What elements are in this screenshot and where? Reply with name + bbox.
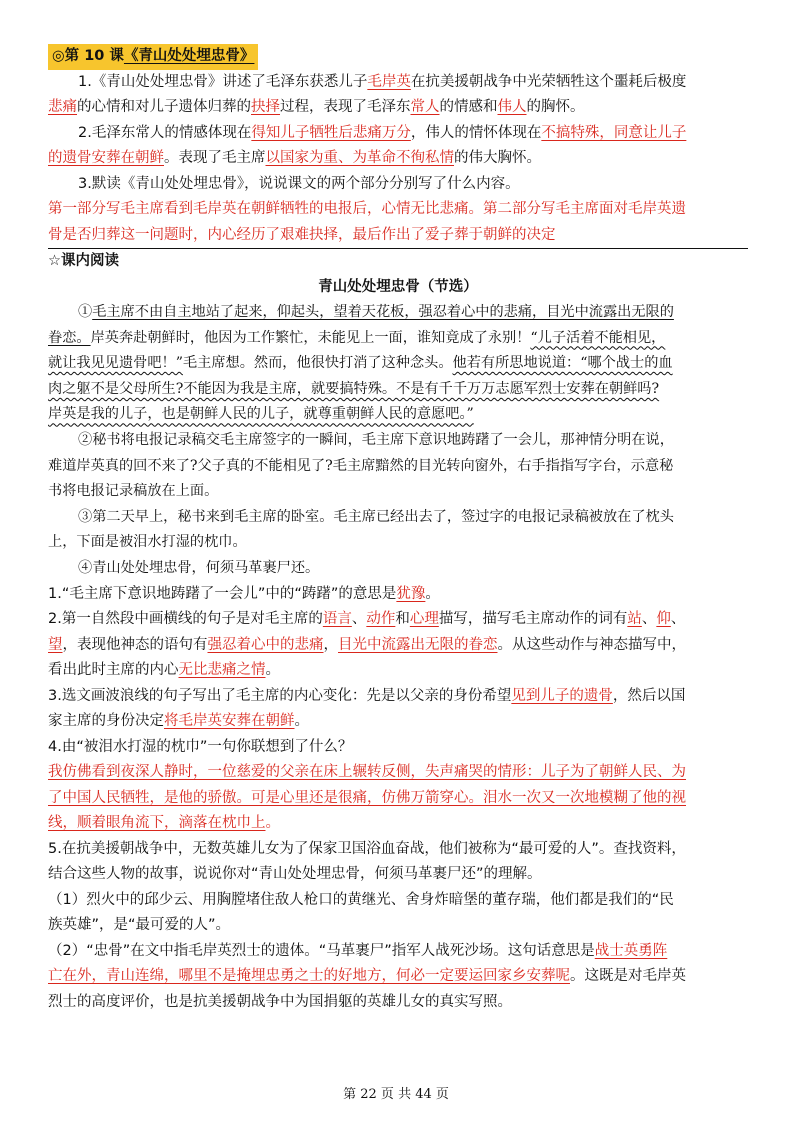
passage-p1-line-4: [48, 377, 748, 403]
reading-a5-s1-line-1: （1）烈火中的邱少云、用胸膛堵住敌人枪口的黄继光、舍身炸暗堡的董存瑞，他们都是我们的“民: [48, 891, 674, 908]
question-3: 3.默读《青山处处埋忠骨》，说说课文的两个部分分别写了什么内容。: [78, 175, 520, 192]
lesson-number: ◎第 10 课: [52, 48, 124, 64]
reading-a5-s1-line-2: 族英雄”，是“最可爱的人”。: [48, 917, 231, 934]
reading-a4-line-2: 了中国人民牺牲，是他的骄傲。可是心里还是很痛，仿佛万箭穿心。泪水一次又一次地模糊了他的视: [48, 789, 686, 806]
reading-a5-s2-line-3: 烈士的高度评价，也是抗美援朝战争中为国捐躯的英雄儿女的真实写照。: [48, 993, 512, 1010]
wavy-sentence: 岸英是我的儿子，也是朝鲜人民的儿子，就尊重朝鲜人民的意愿吧。”: [48, 406, 474, 423]
document-body: [48, 44, 748, 1015]
answer-blank: 毛岸英: [367, 73, 411, 90]
reading-q2-line-1: 2.第一自然段中画横线的句子是对毛主席的语言、动作和心理描写，描写毛主席动作的词有站、仰、: [48, 611, 686, 628]
passage-p1-line-1: ①毛主席不由自主地站了起来，仰起头，望着天花板，强忍着心中的悲痛，目光中流露出无限的: [78, 304, 674, 320]
lesson-title-highlight: [48, 44, 258, 70]
passage-p1-line-2: 眷恋。岸英奔赴朝鲜时，他因为工作繁忙，未能见上一面，谁知竟成了永别！“儿子活着不能相见，: [48, 329, 666, 346]
page-footer: 第 22 页 共 44 页: [343, 1087, 449, 1102]
passage-p1-line-3: 就让我见见遗骨吧！”毛主席想。然而，他很快打消了这种念头。他若有所思地说道：“哪个战士的血: [48, 355, 673, 372]
question-2-line-2: 的遗骨安葬在朝鲜。表现了毛主席以国家为重、为革命不徇私情的伟大胸怀。: [48, 150, 541, 166]
reading-q5-line-1: 5.在抗美援朝战争中，无数英雄儿女为了保家卫国浴血奋战，他们被称为“最可爱的人”。查找资料，: [48, 840, 686, 857]
answer-blank: 得知儿子牺牲后悲痛万分: [251, 124, 411, 141]
reading-q2-line-2: 望，表现他神态的语句有强忍着心中的悲痛，目光中流露出无限的眷恋。从这些动作与神态描写中，: [48, 636, 686, 653]
answer-blank: 以国家为重、为革命不徇私情: [265, 150, 454, 166]
answer-blank: 的遗骨安葬在朝鲜: [48, 150, 164, 166]
answer-blank: 亡在外，青山连绵，哪里不是掩埋忠勇之士的好地方，何必一定要运回家乡安葬呢: [48, 968, 570, 985]
answer-3-line-1: 第一部分写毛主席看到毛岸英在朝鲜牺牲的电报后，心情无比悲痛。第二部分写毛主席面对毛岸英遗: [48, 201, 686, 217]
reading-q1: 1.“毛主席下意识地踌躇了一会儿”中的“踌躇”的意思是犹豫。: [48, 585, 440, 602]
underlined-sentence: 毛主席不由自主地站了起来，仰起头，望着天花板，强忍着心中的悲痛，目光中流露出无限的: [92, 304, 674, 320]
answer-blank: 犹豫: [396, 585, 426, 602]
passage-p3-line-2: 上，下面是被泪水打湿的枕巾。: [48, 534, 247, 551]
answer-3-line-2: 骨是否归葬这一问题时，内心经历了艰难抉择，最后作出了爱子葬于朝鲜的决定: [48, 223, 748, 250]
answer-blank: 战士英勇阵: [594, 942, 668, 959]
reading-a5-s2-line-2: 亡在外，青山连绵，哪里不是掩埋忠勇之士的好地方，何必一定要运回家乡安葬呢。这既是对毛岸英: [48, 968, 686, 985]
reading-q2-line-3: 看出此时主席的内心无比悲痛之情。: [48, 662, 280, 679]
answer-blank: 仰: [656, 611, 671, 628]
passage-p2-line-3: 书将电报记录稿放在上面。: [48, 483, 219, 500]
reading-a5-s2-line-1: （2）“忠骨”在文中指毛岸英烈士的遗体。“马革裹尸”指军人战死沙场。这句话意思是战士英勇阵: [48, 942, 668, 959]
lesson-heading: [48, 44, 748, 70]
section-heading: ☆课内阅读: [48, 253, 119, 269]
reading-q3-line-1: 3.选文画波浪线的句子写出了毛主席的内心变化：先是以父亲的身份希望见到儿子的遗骨，然后以国: [48, 687, 686, 704]
answer-blank: 语言: [322, 611, 352, 628]
question-1-line-1: 1.《青山处处埋忠骨》讲述了毛泽东获悉儿子毛岸英在抗美援朝战争中光荣牺牲这个噩耗后极度: [78, 73, 687, 90]
answer-blank: 动作: [366, 611, 396, 628]
passage-p2-line-1: ②秘书将电报记录稿交毛主席签字的一瞬间，毛主席下意识地踌躇了一会儿，那神情分明在说，: [78, 431, 674, 448]
wavy-sentence: “儿子活着不能相见，: [530, 329, 666, 346]
lesson-title: 《青山处处埋忠骨》: [123, 48, 255, 64]
underlined-sentence: 眷恋。: [48, 329, 91, 346]
reading-a4-line-1: 我仿佛看到夜深人静时，一位慈爱的父亲在床上辗转反侧，失声痛哭的情形：儿子为了朝鲜人民、为: [48, 764, 686, 781]
wavy-sentence: 肉之躯不是父母所生?不能因为我是主席，就要搞特殊。不是有千千万万志愿军烈士安葬在朝鲜吗?: [48, 380, 660, 397]
answer-blank: 心理: [409, 611, 439, 628]
reading-q3-line-2: 家主席的身份决定将毛岸英安葬在朝鲜。: [48, 713, 309, 730]
answer-blank: 常人: [410, 99, 440, 115]
passage-p2-line-2: 难道岸英真的回不来了?父子真的不能相见了?毛主席黯然的目光转向窗外，右手指指写字台，示意秘: [48, 457, 674, 474]
reading-a4-line-3: 线，顺着眼角流下，滴落在枕巾上。: [48, 815, 280, 832]
answer-blank: 将毛岸英安葬在朝鲜: [164, 713, 295, 730]
answer-blank: 不搞特殊，同意让儿子: [541, 124, 687, 141]
reading-q5-line-2: 结合这些人物的故事，说说你对“青山处处埋忠骨，何须马革裹尸还”的理解。: [48, 866, 542, 883]
answer-blank: 悲痛: [48, 99, 77, 115]
answer-blank: 抉择: [251, 99, 280, 115]
answer-blank: 强忍着心中的悲痛: [207, 636, 324, 653]
question-2-line-1: 2.毛泽东常人的情感体现在得知儿子牺牲后悲痛万分，伟人的情怀体现在不搞特殊，同意让儿子: [78, 124, 687, 141]
passage-p4-line-1: ④青山处处埋忠骨，何须马革裹尸还。: [78, 559, 320, 576]
wavy-sentence: 就让我见见遗骨吧！”: [48, 355, 183, 372]
passage-title: 青山处处埋忠骨（节选）: [318, 278, 478, 295]
wavy-sentence: 他若有所思地说道：“哪个战士的血: [452, 355, 673, 372]
question-1-line-2: 悲痛的心情和对儿子遗体归葬的抉择过程，表现了毛泽东常人的情感和伟人的胸怀。: [48, 99, 585, 115]
answer-blank: 站: [627, 611, 642, 628]
answer-blank: 无比悲痛之情: [178, 662, 266, 679]
passage-p3-line-1: ③第二天早上，秘书来到毛主席的卧室。毛主席已经出去了，签过字的电报记录稿被放在了枕头: [78, 508, 674, 525]
answer-blank: 目光中流露出无限的眷恋: [338, 636, 498, 653]
passage-p1-line-5: [48, 402, 748, 428]
answer-blank: 望: [48, 636, 63, 653]
answer-blank: 伟人: [497, 99, 527, 115]
answer-blank: 见到儿子的遗骨: [511, 687, 613, 704]
reading-q4: 4.由“被泪水打湿的枕巾”一句你联想到了什么？: [48, 738, 353, 755]
